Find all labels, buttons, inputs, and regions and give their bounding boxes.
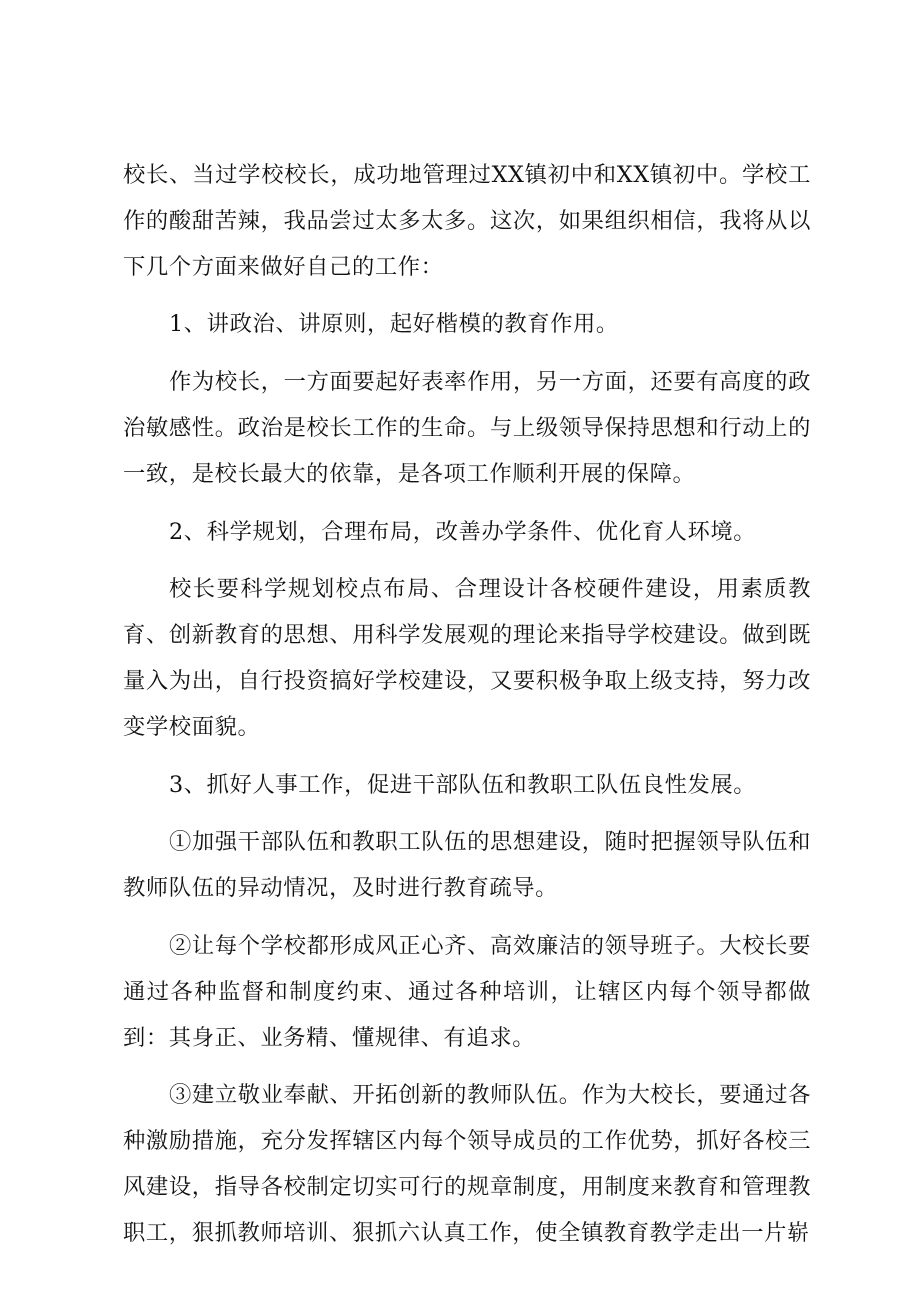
paragraph-personnel-3: ③建立敬业奉献、开拓创新的教师队伍。作为大校长，要通过各种激励措施，充分发挥辖区内每个领导成员的工作优势，抓好各校三风建设，指导各校制定切实可行的规章制度，用制度来教育和管理教职工，狠抓教师培训、狠抓六认真工作，使全镇教育教学走出一片崭 bbox=[123, 1082, 811, 1246]
heading-planning: 2、科学规划，合理布局，改善办学条件、优化育人环境。 bbox=[169, 518, 757, 545]
document-body bbox=[123, 153, 811, 1257]
paragraph-intro: 校长、当过学校校长，成功地管理过XX镇初中和XX镇初中。学校工作的酸甜苦辣，我品尝过太多太多。这次，如果组织相信，我将从以下几个方面来做好自己的工作： bbox=[123, 162, 811, 280]
heading-politics: 1、讲政治、讲原则，起好楷模的教育作用。 bbox=[169, 311, 619, 338]
heading-personnel: 3、抓好人事工作，促进干部队伍和教职工队伍良性发展。 bbox=[169, 771, 757, 798]
paragraph-planning: 校长要科学规划校点布局、合理设计各校硬件建设，用素质教育、创新教育的思想、用科学发展观的理论来指导学校建设。做到既量入为出，自行投资搞好学校建设，又要积极争取上级支持，努力改变学校面貌。 bbox=[123, 576, 811, 740]
paragraph-personnel-2: ②让每个学校都形成风正心齐、高效廉洁的领导班子。大校长要通过各种监督和制度约束、通过各种培训，让辖区内每个领导都做到：其身正、业务精、懂规律、有追求。 bbox=[123, 932, 811, 1051]
paragraph-politics: 作为校长，一方面要起好表率作用，另一方面，还要有高度的政治敏感性。政治是校长工作的生命。与上级领导保持思想和行动上的一致，是校长最大的依靠，是各项工作顺利开展的保障。 bbox=[123, 369, 811, 487]
paragraph-personnel-1: ①加强干部队伍和教职工队伍的思想建设，随时把握领导队伍和教师队伍的异动情况，及时进行教育疏导。 bbox=[123, 829, 811, 902]
